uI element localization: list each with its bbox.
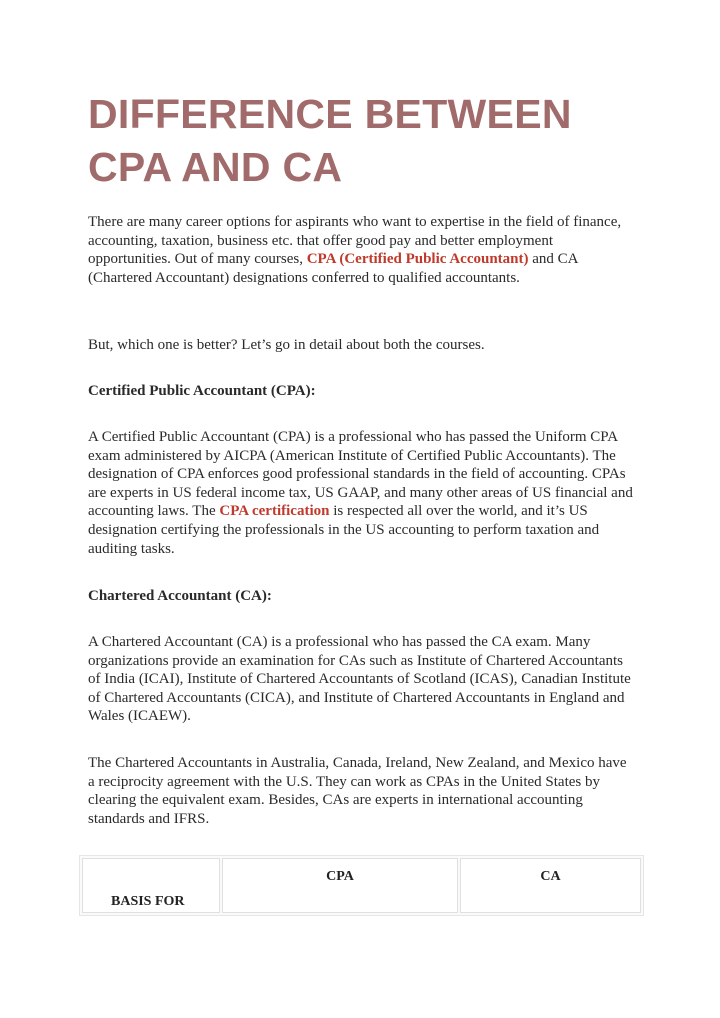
ca-paragraph: A Chartered Accountant (CA) is a professional who has passed the CA exam. Many organizations provide an examination for CAs such as Institute of Chartered Accountants of India (ICAI), Institute of Chartered Accountants of Scotland (ICAS), Canadian Institute of Chartered Accountants (CICA), and Institute of Chartered Accountants in England and Wales (ICAEW). <box>88 634 631 725</box>
ca-label: CA <box>540 869 561 884</box>
cpa-paragraph <box>88 428 636 558</box>
cpa-text-before: A Certified Public Accountant (CPA) is a professional who has passed the Uniform CPA exam administered by AICPA (American Institute of Certified Public Accountants). The designation of CPA enforces good professional standards in the field of accounting. CPAs are experts in US federal income tax, US GAAP, and many other areas of US financial and accounting laws. The <box>88 429 633 520</box>
table-header-basis <box>82 858 220 913</box>
ca-heading: Chartered Accountant (CA): <box>88 588 272 604</box>
cpa-heading: Certified Public Accountant (CPA): <box>88 383 316 399</box>
table-header-cpa <box>222 858 458 913</box>
page-title <box>88 88 648 194</box>
title-line-1: DIFFERENCE BETWEEN <box>88 91 572 137</box>
comparison-table <box>79 855 644 916</box>
question-paragraph: But, which one is better? Let’s go in detail about both the courses. <box>88 337 485 353</box>
title-line-2: CPA AND CA <box>88 144 343 190</box>
intro-text-after: and CA (Chartered Accountant) designations conferred to qualified accountants. <box>88 251 578 286</box>
cpa-text-after: is respected all over the world, and it’s US designation certifying the professionals in the US accounting to perform taxation and auditing tasks. <box>88 503 600 557</box>
basis-label: BASIS FOR <box>111 894 185 909</box>
cpa-label: CPA <box>326 869 354 884</box>
ca-reciprocity-paragraph: The Chartered Accountants in Australia, Canada, Ireland, New Zealand, and Mexico have a reciprocity agreement with the U.S. They can work as CPAs in the United States by clearing the equivalent exam. Besides, CAs are experts in international accounting standards and IFRS. <box>88 755 627 827</box>
cpa-certification-link[interactable]: CPA certification <box>219 503 330 520</box>
table-header-ca <box>460 858 641 913</box>
intro-paragraph <box>88 213 636 287</box>
cpa-link[interactable]: CPA (Certified Public Accountant) <box>306 251 529 268</box>
intro-text-before: There are many career options for aspirants who want to expertise in the field of finance, accounting, taxation, business etc. that offer good pay and better employment opportunities. Out of many courses, <box>88 214 622 268</box>
